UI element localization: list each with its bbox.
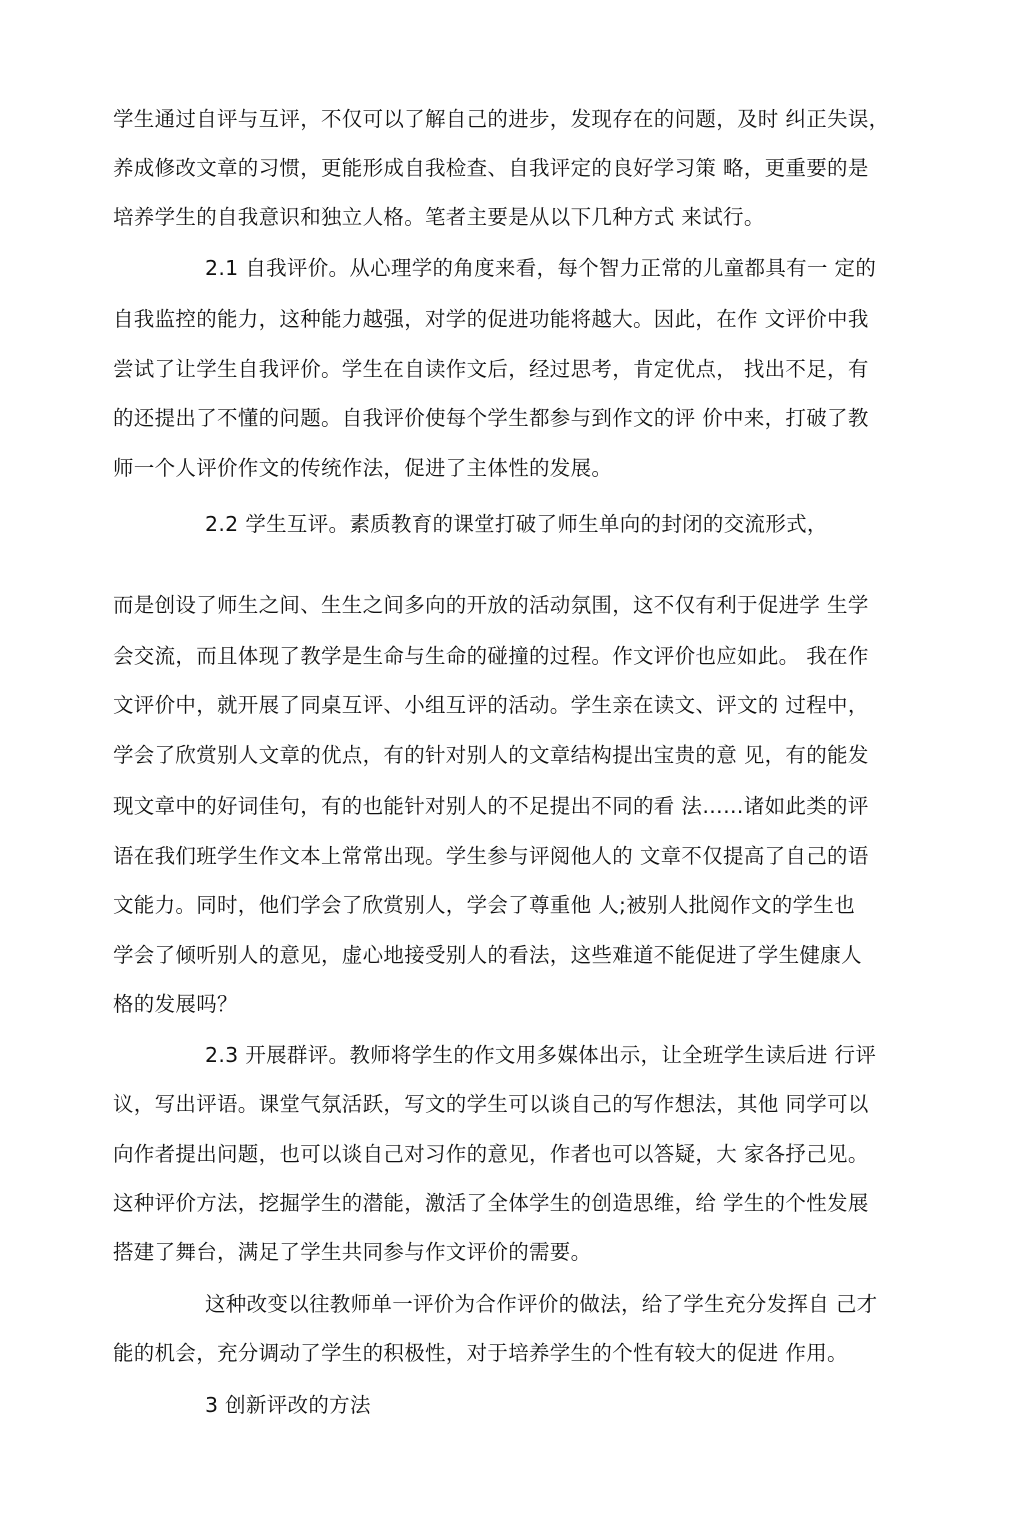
text-line: 而是创设了师生之间、生生之间多向的开放的活动氛围，这不仅有利于促进学 生学 [113,593,869,617]
text-line: 格的发展吗？ [113,992,238,1016]
text-line: 学生通过自评与互评，不仅可以了解自己的进步，发现存在的问题，及时 纠正失误， [113,107,890,131]
text-line: 2.2 学生互评。素质教育的课堂打破了师生单向的封闭的交流形式， [205,512,828,536]
text-line: 的还提出了不懂的问题。自我评价使每个学生都参与到作文的评 价中来，打破了教 [113,406,869,430]
text-line: 向作者提出问题，也可以谈自己对习作的意见，作者也可以答疑，大 家各抒己见。 [113,1142,869,1166]
section-heading: 3 创新评改的方法 [205,1393,371,1417]
text-line: 学会了欣赏别人文章的优点，有的针对别人的文章结构提出宝贵的意 见，有的能发 [113,743,869,767]
text-line: 搭建了舞台，满足了学生共同参与作文评价的需要。 [113,1240,592,1264]
text-line: 能的机会，充分调动了学生的积极性，对于培养学生的个性有较大的促进 作用。 [113,1341,848,1365]
text-line: 语在我们班学生作文本上常常出现。学生参与评阅他人的 文章不仅提高了自己的语 [113,844,869,868]
text-line: 培养学生的自我意识和独立人格。笔者主要是从以下几种方式 来试行。 [113,205,765,229]
text-line: 自我监控的能力，这种能力越强，对学的促进功能将越大。因此，在作 文评价中我 [113,307,869,331]
text-line: 师一个人评价作文的传统作法，促进了主体性的发展。 [113,456,613,480]
text-line: 文能力。同时，他们学会了欣赏别人，学会了尊重他 人;被别人批阅作文的学生也 [113,893,856,917]
text-line: 这种评价方法，挖掘学生的潜能，激活了全体学生的创造思维，给 学生的个性发展 [113,1191,869,1215]
text-line: 2.1 自我评价。从心理学的角度来看，每个智力正常的儿童都具有一 定的 [205,256,877,280]
text-line: 会交流，而且体现了教学是生命与生命的碰撞的过程。作文评价也应如此。 我在作 [113,644,869,668]
text-line: 养成修改文章的习惯，更能形成自我检查、自我评定的良好学习策 略，更重要的是 [113,156,869,180]
text-line: 尝试了让学生自我评价。学生在自读作文后，经过思考，肯定优点， 找出不足，有 [113,357,869,381]
text-line: 现文章中的好词佳句，有的也能针对别人的不足提出不同的看 法……诸如此类的评 [113,794,869,818]
text-line: 学会了倾听别人的意见，虚心地接受别人的看法，这些难道不能促进了学生健康人 [113,943,862,967]
text-line: 文评价中，就开展了同桌互评、小组互评的活动。学生亲在读文、评文的 过程中， [113,693,869,717]
text-line: 2.3 开展群评。教师将学生的作文用多媒体出示，让全班学生读后进 行评 [205,1043,877,1067]
text-line: 这种改变以往教师单一评价为合作评价的做法，给了学生充分发挥自 己才 [205,1292,878,1316]
text-line: 议，写出评语。课堂气氛活跃，写文的学生可以谈自己的写作想法，其他 同学可以 [113,1092,869,1116]
